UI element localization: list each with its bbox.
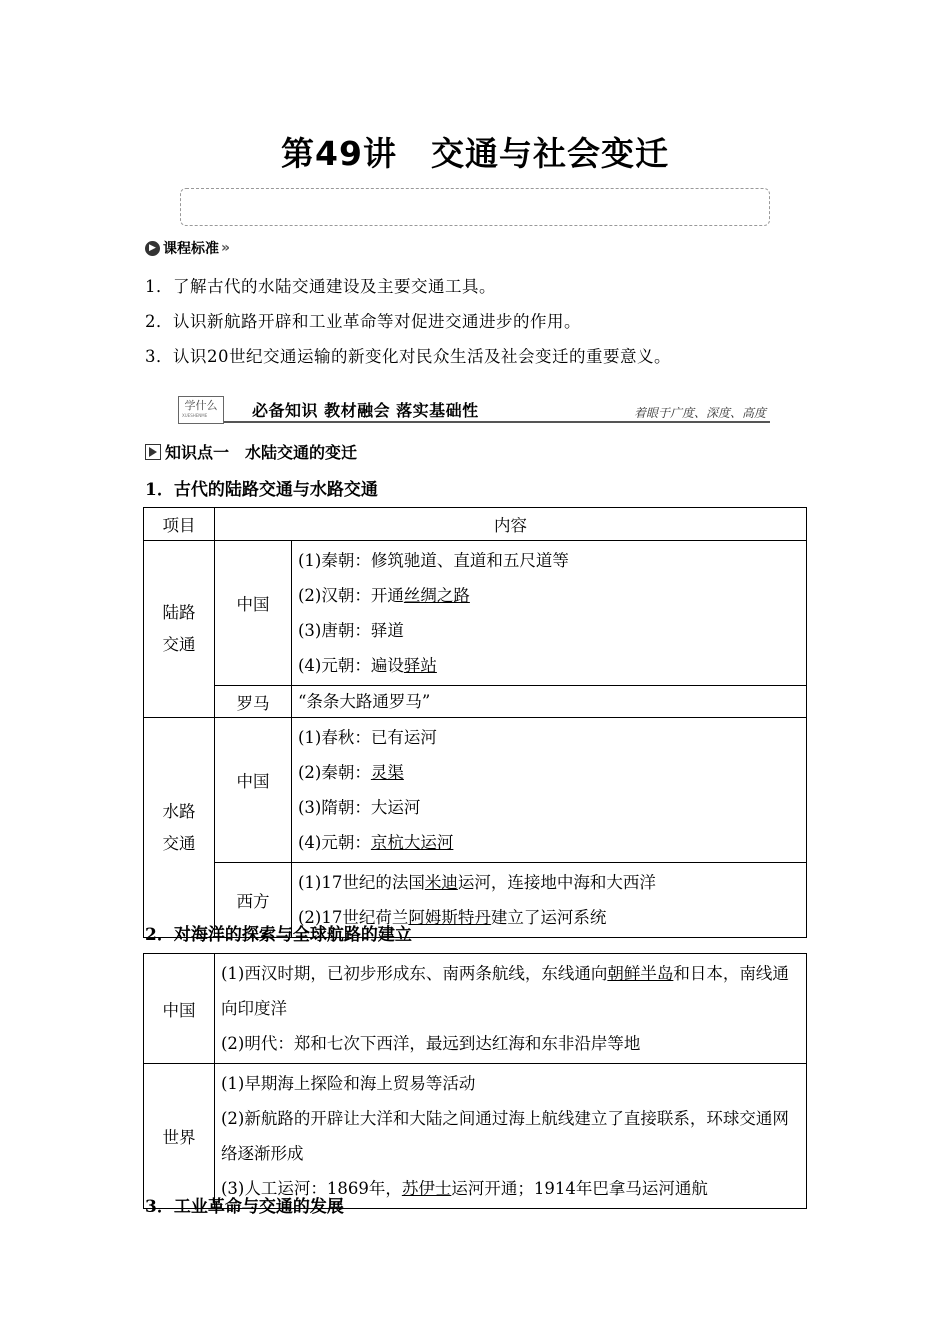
list-item: (4)元朝：京杭大运河	[298, 833, 454, 852]
list-item: (3)人工运河：1869年，苏伊士运河开通；1914年巴拿马运河通航	[221, 1179, 708, 1198]
section-banner	[178, 396, 770, 428]
play-box-icon	[145, 444, 161, 460]
list-item: (2)汉朝：开通丝绸之路	[298, 586, 470, 605]
course-standard-label	[145, 238, 230, 258]
header-content: 内容	[215, 508, 807, 541]
list-item: (3)唐朝：驿道	[298, 621, 404, 640]
list-item: (4)元朝：遍设驿站	[298, 656, 437, 675]
list-item: (1)早期海上探险和海上贸易等活动	[221, 1074, 476, 1093]
banner-title: 必备知识 教材融会 落实基础性	[252, 401, 479, 420]
page-title: 第49讲 交通与社会变迁	[281, 134, 669, 173]
water-china-content	[292, 718, 807, 863]
land-china-content	[292, 541, 807, 686]
list-item: (2)明代：郑和七次下西洋，最远到达红海和东非沿岸等地	[221, 1034, 641, 1053]
list-item: (1)春秋：已有运河	[298, 728, 437, 747]
list-item: (1)秦朝：修筑驰道、直道和五尺道等	[298, 551, 569, 570]
section1-heading: 1．古代的陆路交通与水路交通	[145, 480, 378, 500]
section3-heading: 3．工业革命与交通的发展	[145, 1197, 344, 1217]
knowledge-point-text: 知识点一 水陆交通的变迁	[165, 443, 358, 462]
water-transport-label: 水路 交通	[144, 718, 215, 938]
logo	[178, 396, 224, 424]
list-item: (1)17世纪的法国米迪运河，连接地中海和大西洋	[298, 873, 656, 892]
header-item: 项目	[144, 508, 215, 541]
list-item: (3)隋朝：大运河	[298, 798, 421, 817]
logo-subtext: XUESHENME	[182, 413, 208, 418]
land-transport-label: 陆路 交通	[144, 541, 215, 718]
logo-text: 学什么	[184, 399, 218, 412]
list-item: (2)新航路的开辟让大洋和大陆之间通过海上航线建立了直接联系，环球交通网络逐渐形成	[221, 1109, 789, 1163]
standard-item-3: 3．认识20世纪交通运输的新变化对民众生活及社会变迁的重要意义。	[145, 347, 671, 366]
dashed-box	[180, 188, 770, 226]
water-china-label: 中国	[215, 718, 292, 863]
ocean-world-label: 世界	[144, 1064, 215, 1209]
land-china-label: 中国	[215, 541, 292, 686]
ocean-world-content	[215, 1064, 807, 1209]
water-west-label: 西方	[215, 863, 292, 938]
double-chevron-icon: »	[221, 240, 231, 256]
land-rome-label: 罗马	[215, 686, 292, 718]
list-item: (2)17世纪荷兰阿姆斯特丹建立了运河系统	[298, 908, 607, 927]
banner-subtitle: 着眼于广度、深度、高度	[633, 406, 766, 420]
table-land-water-transport	[143, 507, 807, 938]
section2-heading: 2．对海洋的探索与全球航路的建立	[145, 925, 412, 945]
ocean-china-label: 中国	[144, 954, 215, 1064]
land-rome-content: “条条大路通罗马”	[292, 686, 807, 718]
course-standard-text: 课程标准	[163, 241, 219, 257]
knowledge-point-heading	[145, 440, 357, 463]
ocean-china-content	[215, 954, 807, 1064]
list-item: (1)西汉时期，已初步形成东、南两条航线，东线通向朝鲜半岛和日本，南线通向印度洋	[221, 964, 789, 1018]
standard-item-2: 2．认识新航路开辟和工业革命等对促进交通进步的作用。	[145, 312, 581, 331]
standard-item-1: 1．了解古代的水陆交通建设及主要交通工具。	[145, 277, 496, 296]
banner-divider	[224, 421, 770, 423]
table-ocean-routes	[143, 953, 807, 1209]
arrow-circle-icon: ▶	[145, 241, 160, 256]
list-item: (2)秦朝：灵渠	[298, 763, 404, 782]
